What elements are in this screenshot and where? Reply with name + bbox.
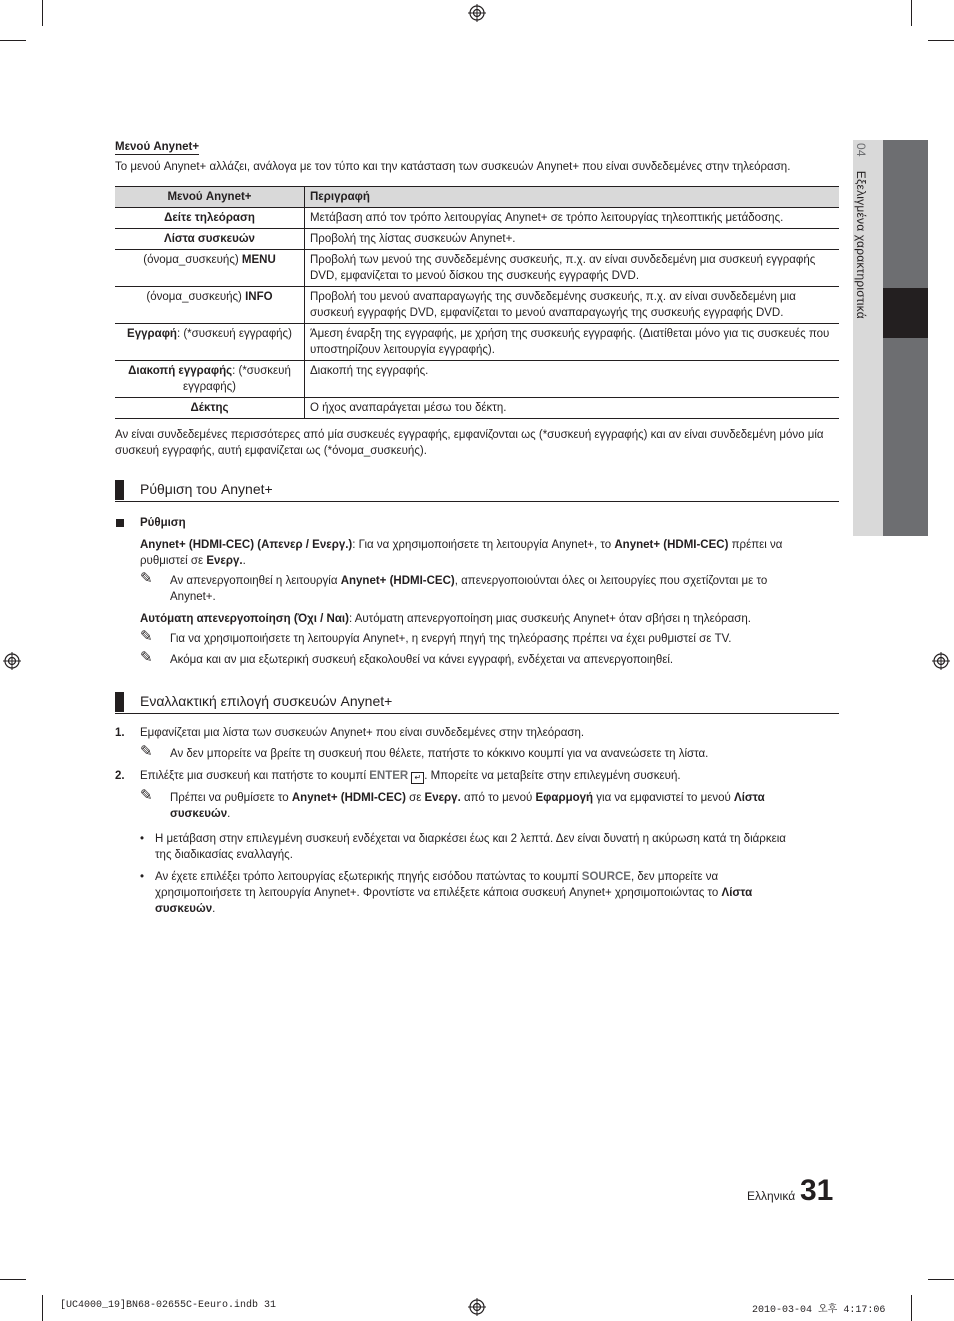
bullet-1-line-1: Η μετάβαση στην επιλεγμένη συσκευή ενδέχεται να διαρκέσει έως και 2 λεπτά. Δεν είναι δυνατή η ακύρωση κατά τη διάρκεια — [155, 833, 786, 845]
bullet-dot-icon: • — [140, 833, 145, 845]
table-header-row — [115, 187, 839, 208]
chapter-number: 04 — [854, 143, 868, 157]
setup-paragraph-2: Αυτόματη απενεργοποίηση (Όχι / Ναι): Αυτόματη απενεργοποίηση μιας συσκευής Anynet+ όταν σβήσει η τηλεόραση. — [140, 613, 751, 625]
source-key-label: SOURCE — [581, 871, 631, 883]
table-header-menu: Μενού Anynet+ — [115, 187, 305, 208]
step-2-note: Πρέπει να ρυθμίσετε το Anynet+ (HDMI-CEC) σε Ενεργ. από το μενού Εφαρμογή για να εμφανιστεί το μενού Λίστα — [170, 792, 765, 804]
setup-item-title: Ρύθμιση — [140, 517, 186, 529]
table-cell-menu: (όνομα_συσκευής) MENU — [115, 250, 305, 287]
bullet-2-line-3: συσκευών. — [155, 903, 216, 915]
crop-mark — [0, 1279, 26, 1280]
note-pencil-icon: ✎ — [140, 649, 153, 666]
table-header-description: Περιγραφή — [305, 187, 840, 208]
table-row — [115, 229, 839, 250]
crop-mark — [42, 1295, 43, 1321]
footer-file: [UC4000_19]BN68-02655C-Eeuro.indb 31 — [60, 1300, 277, 1311]
step-number: 2. — [115, 770, 125, 782]
bullet-2-line-2: χρησιμοποιήσετε τη λειτουργία Anynet+. Φροντίστε να επιλέξετε κάποια συσκευή Anynet+ χρησιμοποιώντας το Λίστα — [155, 887, 753, 899]
chapter-tab-strip — [883, 140, 928, 536]
crop-mark — [928, 1279, 954, 1280]
chapter-title: Εξελιγμένα χαρακτηριστικά — [854, 170, 868, 319]
table-cell-description: Μετάβαση από τον τρόπο λειτουργίας Anynet+ σε τρόπο λειτουργίας τηλεοπτικής μετάδοσης. — [305, 208, 840, 229]
table-row — [115, 361, 839, 398]
crop-mark — [911, 0, 912, 26]
table-cell-description: Ο ήχος αναπαράγεται μέσω του δέκτη. — [305, 398, 840, 419]
crop-mark — [0, 40, 26, 41]
step-number: 1. — [115, 727, 125, 739]
table-cell-menu: Λίστα συσκευών — [115, 229, 305, 250]
note-pencil-icon: ✎ — [140, 787, 153, 804]
note-pencil-icon: ✎ — [140, 570, 153, 587]
crop-mark — [928, 40, 954, 41]
setup-heading-text: Ρύθμιση του Anynet+ — [140, 481, 273, 497]
setup-section-heading — [115, 479, 839, 502]
setup-note-1-line-2: Anynet+. — [170, 591, 216, 603]
registration-mark-icon — [468, 1298, 486, 1316]
bullet-1-line-2: της διαδικασίας εναλλαγής. — [155, 849, 293, 861]
table-cell-description: Προβολή των μενού της συνδεδεμένης συσκευής, π.χ. αν είναι συνδεδεμένη μια συσκευή εγγραφής DVD, εμφανίζεται το μενού δίσκου της συσκευής εγγραφής DVD. — [305, 250, 840, 287]
setup-note-1: Αν απενεργοποιηθεί η λειτουργία Anynet+ (HDMI-CEC), απενεργοποιούνται όλες οι λειτουργίες που σχετίζονται με το — [170, 575, 768, 587]
page-number: 31 — [800, 1174, 834, 1207]
table-cell-menu: (όνομα_συσκευής) INFO — [115, 287, 305, 324]
note-pencil-icon: ✎ — [140, 628, 153, 645]
table-row — [115, 324, 839, 361]
bullet-2-line-1: Αν έχετε επιλέξει τρόπο λειτουργίας εξωτερικής πηγής εισόδου πατώντας το κουμπί SOURCE, δεν μπορείτε να — [155, 871, 719, 883]
chapter-tab-label — [854, 143, 868, 319]
table-cell-description: Προβολή του μενού αναπαραγωγής της συνδεδεμένης συσκευής, π.χ. αν είναι συνδεδεμένη μια συσκευή εγγραφής DVD, εμφανίζεται το μενού αναπαραγωγής της συσκευής εγγραφής DVD. — [305, 287, 840, 324]
registration-mark-icon — [468, 4, 486, 22]
menu-section-intro: Το μενού Anynet+ αλλάζει, ανάλογα με τον τύπο και την κατάσταση των συσκευών Anynet+ που είναι συνδεδεμένες στην τηλεόραση. — [115, 161, 791, 173]
heading-bar — [115, 692, 124, 712]
step-1-note: Αν δεν μπορείτε να βρείτε τη συσκευή που θέλετε, πατήστε το κόκκινο κουμπί για να ανανεώσετε τη λίστα. — [170, 748, 709, 760]
table-cell-menu: Διακοπή εγγραφής: (*συσκευή εγγραφής) — [115, 361, 305, 398]
square-bullet-icon — [116, 519, 124, 527]
step-2-text: Επιλέξτε μια συσκευή και πατήστε το κουμπί ENTER ↵ . Μπορείτε να μεταβείτε στην επιλεγμένη συσκευή. — [140, 770, 681, 782]
enter-key-label: ENTER — [369, 770, 409, 782]
enter-key-icon: ↵ — [411, 772, 424, 784]
step-2-note-line-2: συσκευών. — [170, 808, 231, 820]
chapter-tab-marker — [883, 288, 928, 338]
note-pencil-icon: ✎ — [140, 743, 153, 760]
step-1-text: Εμφανίζεται μια λίστα των συσκευών Anynet+ που είναι συνδεδεμένες στην τηλεόραση. — [140, 727, 585, 739]
registration-mark-icon — [3, 652, 21, 670]
setup-note-3: Ακόμα και αν μια εξωτερική συσκευή εξακολουθεί να κάνει εγγραφή, ενδέχεται να απενεργοποιηθεί. — [170, 654, 674, 666]
table-cell-menu: Εγγραφή: (*συσκευή εγγραφής) — [115, 324, 305, 361]
registration-mark-icon — [932, 652, 950, 670]
table-row — [115, 250, 839, 287]
switch-heading-text: Εναλλακτική επιλογή συσκευών Anynet+ — [140, 693, 393, 709]
setup-paragraph-1-line-2: ρυθμιστεί σε Ενεργ.. — [140, 555, 246, 567]
footer-datetime: 2010-03-04 오후 4:17:06 — [752, 1305, 886, 1316]
setup-note-2: Για να χρησιμοποιήσετε τη λειτουργία Anynet+, η ενεργή πηγή της τηλεόρασης πρέπει να έχει ρυθμιστεί σε TV. — [170, 633, 732, 645]
table-cell-menu: Δείτε τηλεόραση — [115, 208, 305, 229]
setup-paragraph-1: Anynet+ (HDMI-CEC) (Απενερ / Ενεργ.): Για να χρησιμοποιήσετε τη λειτουργία Anynet+, το Anynet+ (HDMI-CEC) πρέπει να — [140, 539, 783, 551]
switch-section-heading — [115, 691, 839, 714]
table-row — [115, 287, 839, 324]
table-row — [115, 398, 839, 419]
anynet-menu-table — [115, 186, 839, 419]
heading-bar — [115, 480, 124, 500]
crop-mark — [42, 0, 43, 26]
table-cell-description: Προβολή της λίστας συσκευών Anynet+. — [305, 229, 840, 250]
table-cell-description: Διακοπή της εγγραφής. — [305, 361, 840, 398]
table-cell-menu: Δέκτης — [115, 398, 305, 419]
bullet-dot-icon: • — [140, 871, 145, 883]
menu-section-title: Μενού Anynet+ — [115, 141, 200, 153]
page-language: Ελληνικά — [747, 1189, 796, 1203]
table-row — [115, 208, 839, 229]
crop-mark — [911, 1295, 912, 1321]
recorder-note: Αν είναι συνδεδεμένες περισσότερες από μία συσκευές εγγραφής, εμφανίζονται ως (*συσκευή εγγραφής) και αν είναι συνδεδεμένη μόνο μία συσκευή εγγραφής, αυτή εμφανίζεται ως (*όνομα_συσκευής). — [115, 429, 824, 457]
table-cell-description: Άμεση έναρξη της εγγραφής, με χρήση της συσκευής εγγραφής. (Διατίθεται μόνο για τις συσκευές που υποστηρίζουν λειτουργία εγγραφής). — [305, 324, 840, 361]
